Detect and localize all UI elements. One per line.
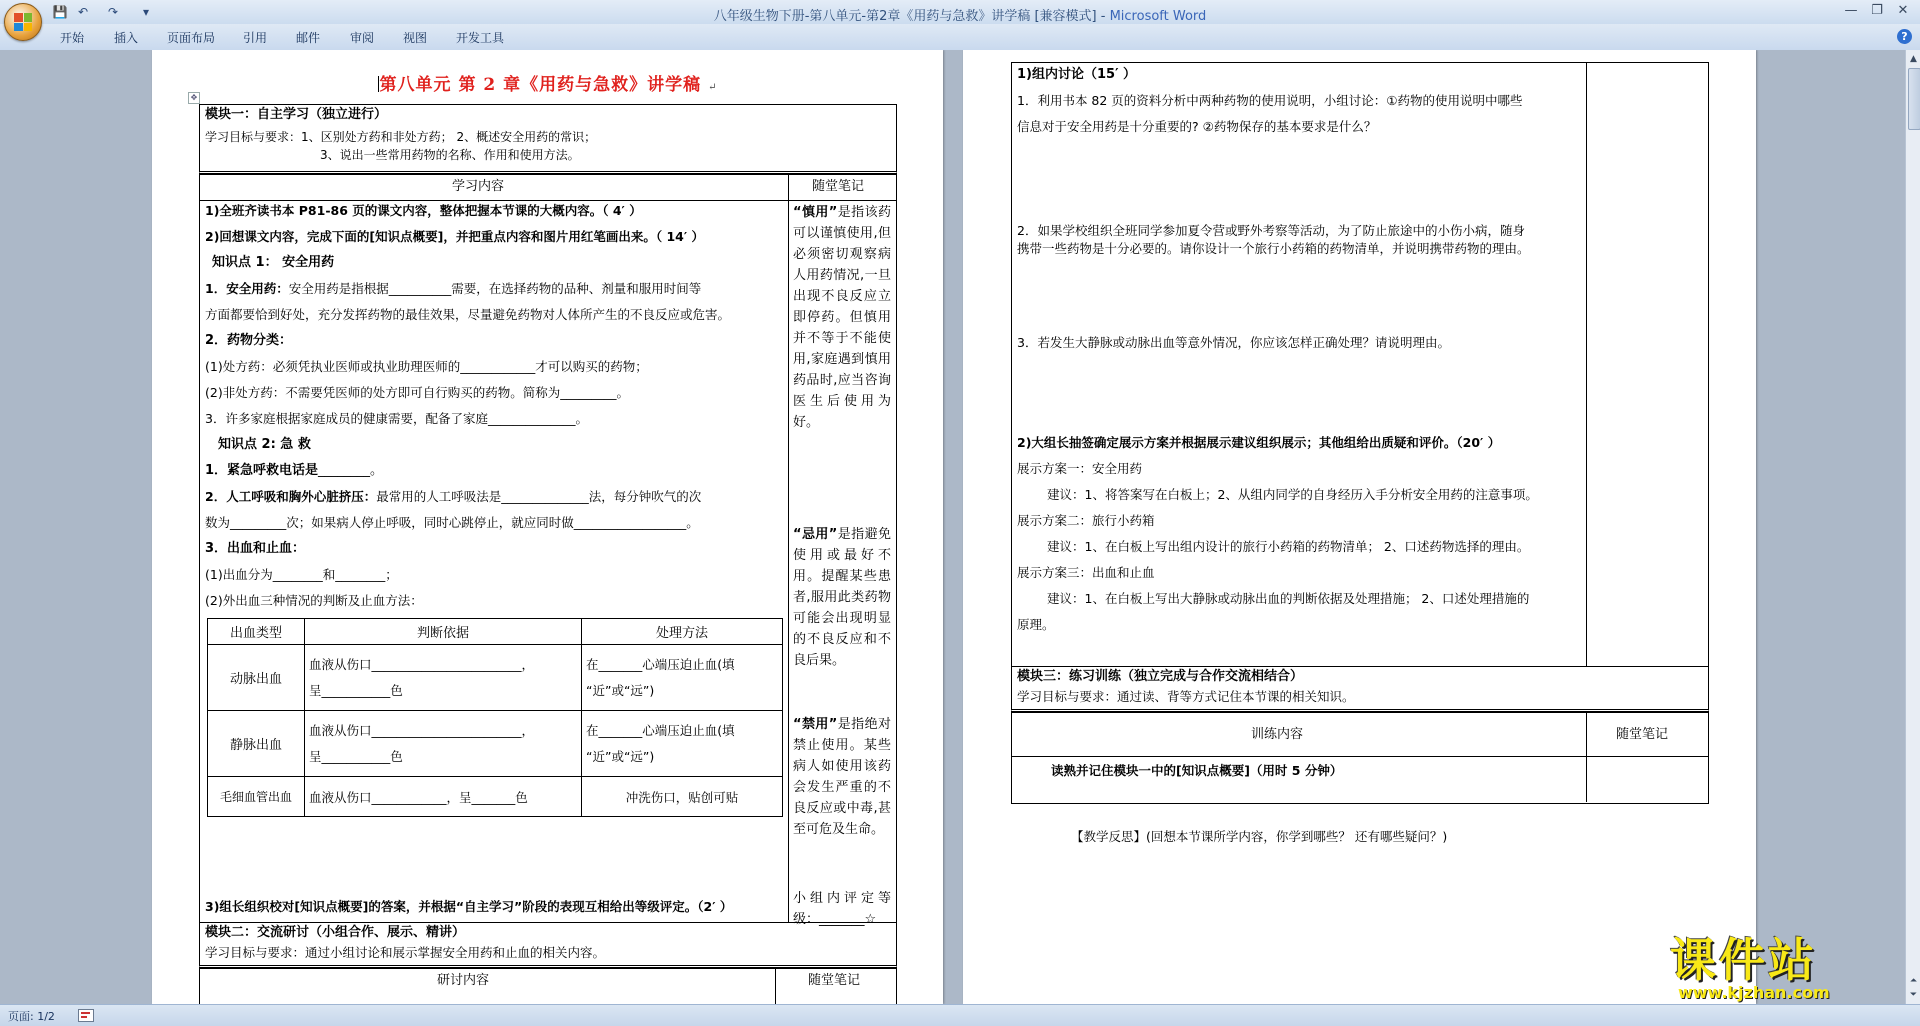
tab-page-layout[interactable]: 页面布局 (167, 31, 216, 45)
note-avoid-use: “忌用”是指避免使用或最好不用。提醒某些患者,服用此类药物可能会出现明显的不良反应和不良后果。 (793, 527, 891, 668)
note-cautious-use: “慎用”是指该药可以谨慎使用,但必须密切观察病人用药情况,一旦出现不良反应立即停药。但慎用并不等于不能使用,家庭遇到慎用药品时,应当咨询医生后使用为好。 (793, 205, 891, 430)
watermark-logo: 课件站 www.kjzhan.com (1670, 933, 1830, 1002)
tab-references[interactable]: 引用 (243, 31, 268, 45)
column-header-content: 学习内容 (452, 179, 505, 194)
question-1-line1: 1．利用书本 82 页的资料分析中两种药物的使用说明，小组讨论：①药物的使用说明中哪些 (1017, 93, 1523, 108)
office-logo-icon (14, 13, 32, 31)
discussion-heading: 1)组内讨论（15′ ） (1017, 67, 1137, 82)
table-row: 毛细血管出血 血液从伤口____________，呈_______色 冲洗伤口，贴创可贴 (208, 777, 783, 817)
presentation-task: 2)大组长抽签确定展示方案并根据展示建议组织展示；其他组给出质疑和评价。（20′ ） (1017, 435, 1501, 450)
save-icon[interactable]: 💾 (52, 5, 68, 19)
column-header-notes: 随堂笔记 (812, 179, 865, 194)
plan-2: 展示方案二：旅行小药箱 (1017, 513, 1155, 528)
question-2-line2: 携带一些药物是十分必要的。请你设计一个旅行小药箱的药物清单，并说明携带药物的理由。 (1017, 241, 1530, 256)
teaching-reflection: 【教学反思】(回想本节课所学内容，你学到哪些？ 还有哪些疑问？) (1071, 829, 1448, 844)
group-grade: 小组内评定等级：_______☆ (793, 891, 891, 927)
plan-1-suggestion: 建议：1、将答案写在白板上；2、从组内同学的自身经历入手分析安全用药的注意事项。 (1047, 487, 1538, 502)
emergency-phone: 1．紧急呼救电话是________。 (205, 463, 384, 478)
module1-goals-line1: 学习目标与要求：1、区别处方药和非处方药； 2、概述安全用药的常识； (205, 130, 597, 144)
module3-table (1011, 712, 1709, 804)
tab-home[interactable]: 开始 (60, 31, 85, 45)
ribbon-tabs (0, 24, 1920, 51)
plan-3: 展示方案三：出血和止血 (1017, 565, 1155, 580)
plan-3-suggestion-line1: 建议：1、在白板上写出大静脉或动脉出血的判断依据及处理措施； 2、口述处理措施的 (1047, 591, 1530, 606)
module3-column-content: 训练内容 (1251, 727, 1304, 742)
module2-column-notes: 随堂笔记 (808, 973, 861, 988)
module1-heading: 模块一：自主学习（独立进行） (205, 107, 388, 122)
module2-column-content: 研讨内容 (437, 973, 490, 988)
table-row: 动脉出血 血液从伤口________________________， 呈___________色 在_______心端压迫止血(填 “近”或“远”) (208, 645, 783, 711)
note-prohibited-use: “禁用”是指绝对禁止使用。某些病人如使用该药会发生严重的不良反应或中毒,甚至可危及生命。 (793, 717, 891, 837)
module3-goals: 学习目标与要求：通过读、背等方式记住本节课的相关知识。 (1017, 689, 1355, 704)
bleeding-table (207, 618, 783, 817)
restore-button[interactable]: ❐ (1871, 3, 1883, 18)
plan-1: 展示方案一：安全用药 (1017, 461, 1143, 476)
previous-page-icon[interactable]: ⏶ (1909, 976, 1918, 986)
app-name: Microsoft Word (1109, 9, 1207, 24)
module2-content-table (199, 968, 897, 1004)
bleeding-table-header: 出血类型 (208, 619, 305, 645)
cpr-line2: 数为_________次；如果病人停止呼吸，同时心跳停止，就应同时做__________________。 (205, 515, 699, 530)
bleeding-table-header: 判断依据 (305, 619, 582, 645)
module1-goals-line2: 3、说出一些常用药物的名称、作用和使用方法。 (320, 148, 580, 162)
vertical-scrollbar[interactable] (1905, 50, 1920, 1004)
module2-heading: 模块二：交流研讨（小组合作、展示、精讲） (205, 925, 466, 940)
module3-task: 读熟并记住模块一中的[知识点概要]（用时 5 分钟） (1051, 763, 1343, 778)
question-2-line1: 2．如果学校组织全班同学参加夏令营或野外考察等活动，为了防止旅途中的小伤小病，随身 (1017, 223, 1525, 238)
help-icon[interactable]: ? (1897, 29, 1912, 44)
cpr-line1: 2．人工呼吸和胸外心脏挤压：最常用的人工呼吸法是______________法，每分钟吹气的次 (205, 489, 702, 504)
page-1 (152, 50, 943, 1004)
safe-medication-line1: 1．安全用药：安全用药是指根据__________需要，在选择药物的品种、剂量和服用时间等 (205, 281, 702, 296)
tab-developer[interactable]: 开发工具 (456, 31, 505, 45)
text-cursor (378, 76, 379, 92)
tab-review[interactable]: 审阅 (350, 31, 375, 45)
document-workspace (0, 50, 1905, 1004)
table-row: 静脉出血 血液从伤口________________________， 呈___________色 在_______心端压迫止血(填 “近”或“远”) (208, 711, 783, 777)
module2-goals: 学习目标与要求：通过小组讨论和展示掌握安全用药和止血的相关内容。 (205, 945, 606, 960)
task-1: 1)全班齐读书本 P81-86 页的课文内容，整体把握本节课的大概内容。（ 4′ ） (205, 203, 642, 218)
bleeding-types: (1)出血分为________和________； (205, 567, 398, 582)
plan-2-suggestion: 建议：1、在白板上写出组内设计的旅行小药箱的药物清单； 2、口述药物选择的理由。 (1047, 539, 1530, 554)
task-3: 3)组长组织校对[知识点概要]的答案，并根据“自主学习”阶段的表现互相给出等级评定。（2′ ） (205, 899, 733, 914)
page-2 (963, 50, 1756, 1004)
scrollbar-thumb[interactable] (1908, 68, 1920, 130)
tab-insert[interactable]: 插入 (114, 31, 139, 45)
question-1-line2: 信息对于安全用药是十分重要的? ②药物保存的基本要求是什么？ (1017, 119, 1377, 134)
window-title: 八年级生物下册-第八单元-第2章《用药与急救》讲学稿 [兼容模式] - Microsoft Word (713, 9, 1207, 24)
bleeding-judgement-intro: (2)外出血三种情况的判断及止血方法： (205, 593, 423, 608)
document-title: 第八单元 第 2 章《用药与急救》讲学稿 ↵ (379, 75, 718, 95)
plan-3-suggestion-line2: 原理。 (1017, 617, 1055, 632)
bleeding-heading: 3．出血和止血： (205, 541, 306, 556)
proofing-icon[interactable] (78, 1009, 94, 1022)
task-2: 2)回想课文内容，完成下面的[知识点概要]，并把重点内容和图片用红笔画出来。（ 14′ ） (205, 229, 704, 244)
scroll-up-icon[interactable]: ▲ (1910, 54, 1917, 64)
tab-mailings[interactable]: 邮件 (296, 31, 321, 45)
office-button[interactable] (4, 3, 42, 41)
undo-icon[interactable]: ↶ (77, 5, 89, 19)
customize-quick-access-icon[interactable]: ▾ (142, 5, 150, 19)
knowledge-point-1: 知识点 1： 安全用药 (212, 255, 335, 270)
bleeding-table-header: 处理方法 (582, 619, 783, 645)
module3-column-notes: 随堂笔记 (1616, 727, 1669, 742)
drug-classification: 2．药物分类： (205, 333, 293, 348)
page-counter[interactable]: 页面: 1/2 (8, 1010, 55, 1023)
next-page-icon[interactable]: ⏷ (1909, 990, 1918, 1000)
tab-view[interactable]: 视图 (403, 31, 428, 45)
redo-icon[interactable]: ↷ (107, 5, 119, 19)
otc-drug: (2)非处方药：不需要凭医师的处方即可自行购买的药物。简称为_________。 (205, 385, 629, 400)
module3-heading: 模块三：练习训练（独立完成与合作交流相结合） (1017, 669, 1304, 684)
table-move-handle-icon[interactable]: ✥ (188, 92, 200, 104)
prescription-drug: (1)处方药：必须凭执业医师或执业助理医师的____________才可以购买的药物； (205, 359, 648, 374)
title-bar (0, 0, 1920, 25)
knowledge-point-2: 知识点 2: 急 救 (218, 437, 311, 452)
close-button[interactable]: ✕ (1897, 3, 1909, 18)
question-3: 3．若发生大静脉或动脉出血等意外情况，你应该怎样正确处理？请说明理由。 (1017, 335, 1450, 350)
safe-medication-line2: 方面都要恰到好处，充分发挥药物的最佳效果，尽量避免药物对人体所产生的不良反应或危害。 (205, 307, 731, 322)
minimize-button[interactable]: — (1844, 3, 1858, 18)
status-bar (0, 1004, 1920, 1026)
home-medicine: 3．许多家庭根据家庭成员的健康需要，配备了家庭______________。 (205, 411, 588, 426)
